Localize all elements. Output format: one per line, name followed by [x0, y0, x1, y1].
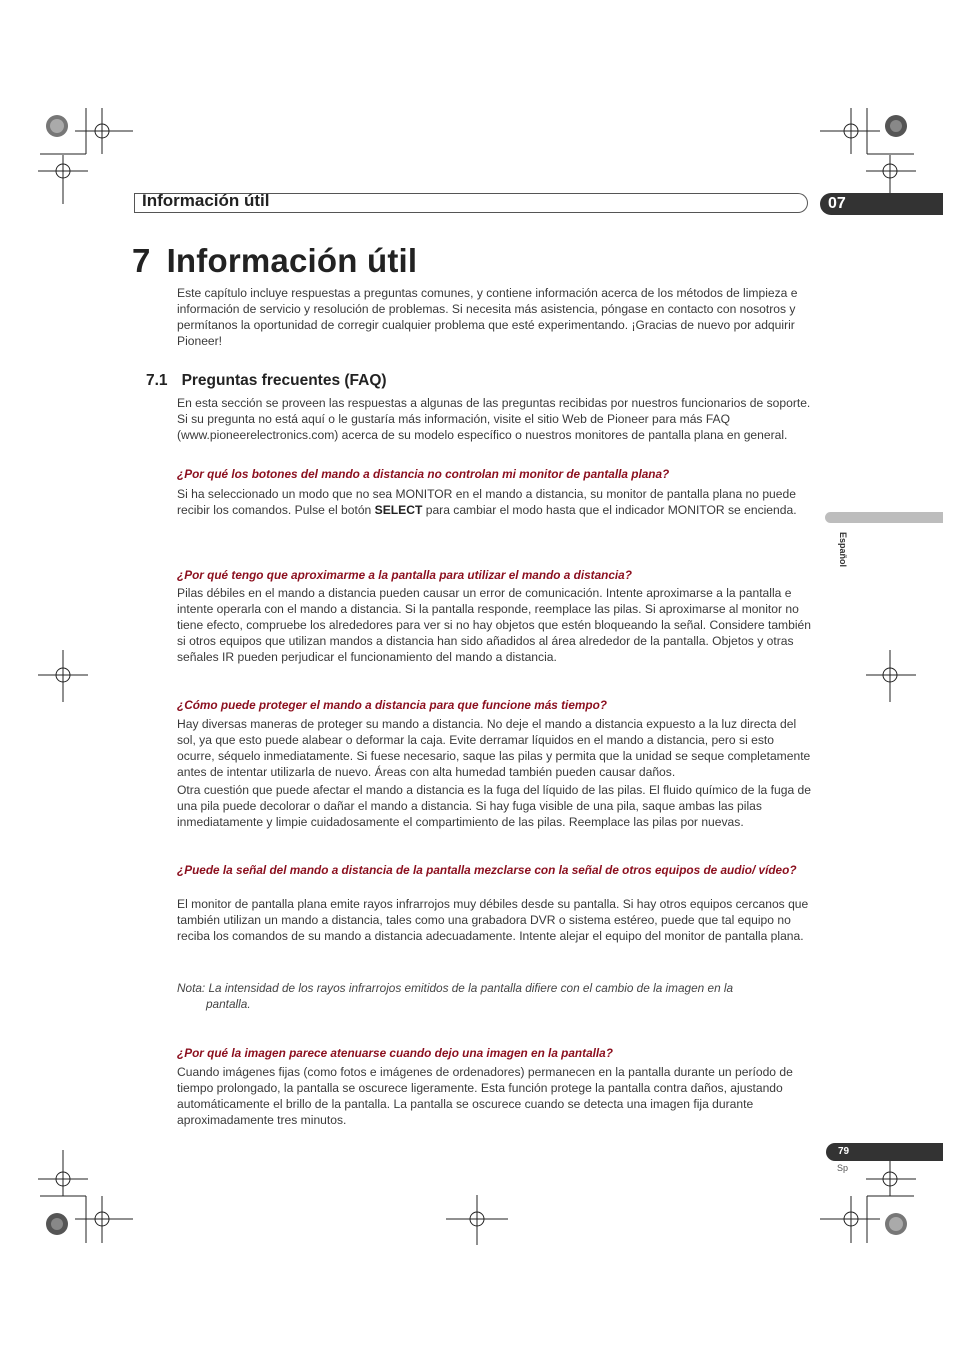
faq-question: ¿Por qué la imagen parece atenuarse cuando dejo una imagen en la pantalla? [177, 1046, 613, 1060]
page-suffix: Sp [837, 1163, 849, 1173]
faq-answer: El monitor de pantalla plana emite rayos infrarrojos muy débiles desde su pantalla. Si hay otros equipos cercanos que también utilizan un mando a distancia, tales como una grabadora DVR o sistema estéreo, puede que tal equipo no reciba los comandos de su mando a distancia adecuadamente. Intente alejar el equipo del monitor de pantalla plana. [177, 897, 809, 943]
language-label-wrap [838, 532, 848, 582]
note-text: La intensidad de los rayos infrarrojos emitidos de la pantalla difiere con el cambio de la imagen en la [205, 981, 734, 995]
chapter-tab: 07 [820, 193, 943, 215]
page-number: 79 [826, 1143, 943, 1161]
faq-note [177, 981, 797, 1013]
faq-answer [177, 487, 811, 519]
faq-answer-text: para cambiar el modo hasta que el indicador MONITOR se encienda. [422, 502, 797, 517]
faq-answer: Pilas débiles en el mando a distancia pueden causar un error de comunicación. Intente aproximarse a la pantalla e intente operarla con el mando a distancia. Si la pantalla responde, reemplace las pilas. Si aproximarse al monitor no tiene efecto, compruebe los alrededores para ver si no hay objetos que estén bloqueando la señal. Considere también si otros equipos que utilizan mandos a distancia han sido añadidos al área alrededor de la pantalla. Objetos y otras señales IR pueden perjudicar el funcionamiento del mando a distancia. [177, 586, 811, 664]
note-label: Nota: [177, 981, 206, 995]
select-button-label: SELECT [374, 502, 423, 517]
faq-answer: Otra cuestión que puede afectar el mando a distancia es la fuga del líquido de las pilas. El fluido químico de la fuga de una pila puede decolorar o dañar el mando a distancia. Si hay fuga visible de una pila, saque ambas las pilas inmediatamente y limpie cuidadosamente el compartimiento de las pilas. Reemplace las pilas por nuevas. [177, 783, 811, 829]
note-text: pantalla. [206, 996, 251, 1011]
faq-question: ¿Por qué los botones del mando a distancia no controlan mi monitor de pantalla plana? [177, 467, 670, 481]
language-label: Español [838, 532, 848, 568]
chapter-title: Información útil [166, 242, 418, 279]
chapter-heading [132, 242, 417, 280]
chapter-intro: Este capítulo incluye respuestas a preguntas comunes, y contiene información acerca de los métodos de limpieza e información de servicio y resolución de problemas. Si necesita más asistencia, póngase en contacto con nosotros y permítanos la oportunidad de corregir cualquier problema que esté experimentando. ¡Gracias de nuevo por adquirir Pioneer! [177, 286, 798, 348]
header-title: Información útil [142, 191, 270, 210]
faq-answer: Hay diversas maneras de proteger su mando a distancia. No deje el mando a distancia expuesto a la luz directa del sol, ya que esto puede alabear o deformar la caja. Evite derramar líquidos en el mando a distancia, pero si esto ocurre, séquelo inmediatamente. Si fuese necesario, saque las pilas y permita que la unidad se seque completamente antes de intentar utilizarla de nuevo. Áreas con alta humedad también pueden causar daños. [177, 717, 811, 779]
section-heading [146, 372, 387, 390]
faq-answer: Cuando imágenes fijas (como fotos e imágenes de ordenadores) permanecen en la pantalla durante un período de tiempo prolongado, la pantalla se oscurece ligeramente. Esta función protege la pantalla contra daños, ajustando automáticamente el brillo de la pantalla. La pantalla se oscurece cuando se detecta una imagen fija durante aproximadamente tres minutos. [177, 1065, 793, 1127]
faq-answer-text: Si ha seleccionado un modo que no sea MONITOR en el mando a distancia, su monitor de pantalla plana no puede recibir los comandos. Pulse el botón [177, 487, 796, 517]
section-title: Preguntas frecuentes (FAQ) [181, 372, 387, 389]
faq-question: ¿Por qué tengo que aproximarme a la pantalla para utilizar el mando a distancia? [177, 568, 632, 582]
faq-question: ¿Puede la señal del mando a distancia de la pantalla mezclarse con la señal de otros equipos de audio/ vídeo? [177, 863, 797, 877]
chapter-number: 7 [132, 242, 151, 279]
section-intro: En esta sección se proveen las respuestas a algunas de las preguntas recibidas por nuestros funcionarios de soporte. Si su pregunta no está aquí o le gustaría más información, visite el sitio Web de Pioneer para más FAQ (www.pioneerelectronics.com) acerca de su modelo específico o nuestros monitores de pantalla plana en general. [177, 396, 811, 442]
language-tab [825, 512, 943, 523]
faq-question: ¿Cómo puede proteger el mando a distancia para que funcione más tiempo? [177, 698, 608, 712]
section-number: 7.1 [146, 372, 168, 389]
